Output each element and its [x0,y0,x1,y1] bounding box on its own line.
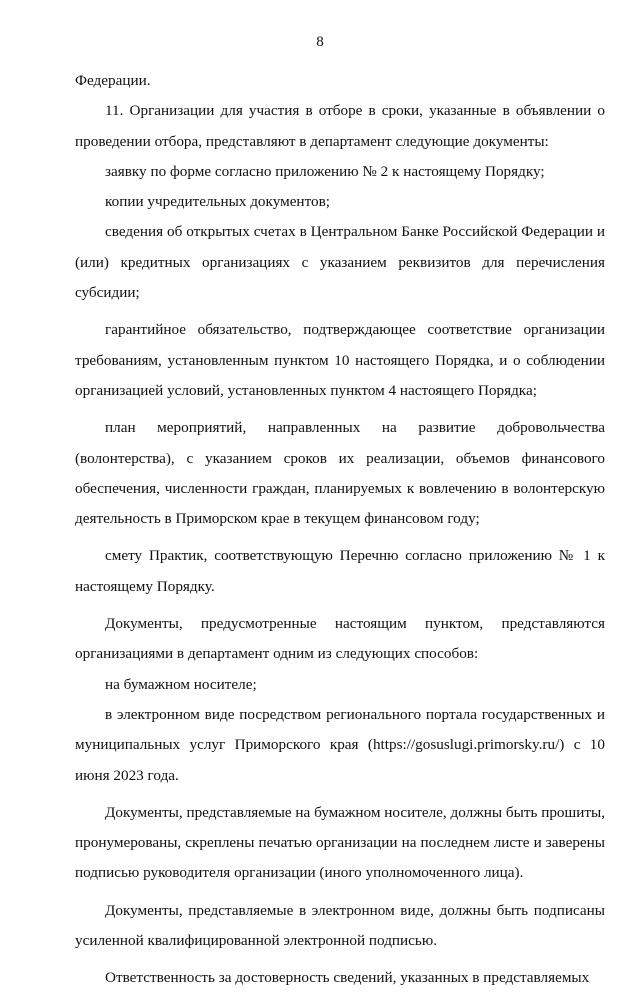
paragraph-paper: на бумажном носителе; [105,675,257,693]
page-number: 8 [316,34,324,50]
paragraph-guarantee: гарантийное обязательство, подтверждающее соответствие организации требованиям, установленным пунктом 10 настоящего Порядка, и о соблюдении организацией условий, установленных пунктом 4 настоящего Порядка; [75,321,605,399]
paragraph-clause-11: 11. Организации для участия в отборе в сроки, указанные в объявлении о проведении отбора, представляют в департамент следующие документы: [75,102,605,150]
paragraph-application: заявку по форме согласно приложению № 2 к настоящему Порядку; [105,162,545,180]
paragraph-estimate: смету Практик, соответствующую Перечню согласно приложению № 1 к настоящему Порядку. [75,547,605,595]
paragraph-continuation: Федерации. [75,72,151,89]
paragraph-submission-methods: Документы, предусмотренные настоящим пунктом, представляются организациями в департамент одним из следующих способов: [75,615,605,663]
paragraph-responsibility: Ответственность за достоверность сведений, указанных в представляемых [105,969,590,987]
paragraph-paper-requirements: Документы, представляемые на бумажном носителе, должны быть прошиты, пронумерованы, скреплены печатью организации на последнем листе и заверены подписью руководителя организации (иного уполномоченного лица). [75,803,605,882]
paragraph-action-plan: план мероприятий, направленных на развитие добровольчества (волонтерства), с указанием сроков их реализации, объемов финансового обеспечения, численности граждан, планируемых к вовлечению в волонтерскую деятельность в Приморском крае в текущем финансовом году; [75,419,605,528]
document-body [75,66,605,994]
paragraph-electronic: в электронном виде посредством регионального портала государственных и муниципальных услуг Приморского края (https://gosuslugi.primorsky.ru/) с 10 июня 2023 года. [75,705,605,784]
paragraph-electronic-signature: Документы, представляемые в электронном виде, должны быть подписаны усиленной квалифицированной электронной подписью. [75,901,605,950]
paragraph-founding-documents: копии учредительных документов; [105,193,330,211]
paragraph-bank-accounts: сведения об открытых счетах в Центральном Банке Российской Федерации и (или) кредитных организациях с указанием реквизитов для перечисления субсидии; [75,223,605,302]
